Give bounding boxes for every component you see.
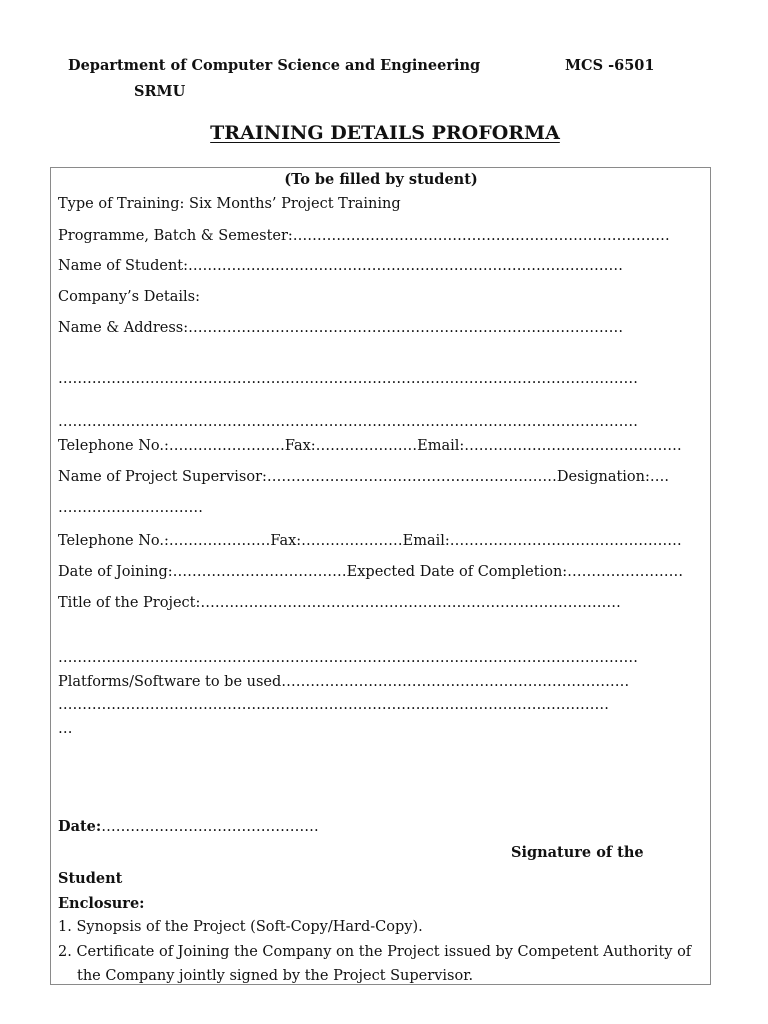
date-field[interactable] (58, 818, 319, 835)
type-of-training-field: Type of Training: Six Months’ Project Training (58, 196, 401, 212)
platforms-line-2[interactable]: …………………………………………………………………………………………………… (58, 697, 609, 713)
form-subtitle: (To be filled by student) (284, 171, 478, 188)
date-label: Date: (58, 818, 102, 835)
supervisor-continuation[interactable]: ………………………… (58, 500, 203, 516)
enclosure-item-2-cont: the Company jointly signed by the Project Supervisor. (77, 968, 474, 984)
project-title-line-2[interactable]: ………………………………………………………………………………………………………… (58, 650, 638, 666)
company-details-heading: Company’s Details: (58, 289, 200, 305)
department-name: Department of Computer Science and Engineering (68, 57, 481, 74)
supervisor-contact-field[interactable]: Telephone No.:…………………Fax:…………………Email:………………………………………… (58, 533, 682, 549)
student-label: Student (58, 870, 123, 887)
address-line-2[interactable]: ………………………………………………………………………………………………………… (58, 371, 638, 387)
course-code: MCS -6501 (565, 57, 655, 74)
platforms-field[interactable]: Platforms/Software to be used……………………………………………………………… (58, 674, 630, 690)
name-address-field[interactable]: Name & Address:……………………………………………………………………………… (58, 320, 624, 336)
page-title: TRAINING DETAILS PROFORMA (210, 122, 560, 144)
enclosure-label: Enclosure: (58, 895, 145, 912)
address-line-3[interactable]: ………………………………………………………………………………………………………… (58, 414, 638, 430)
programme-field[interactable]: Programme, Batch & Semester:…………………………………………………………………… (58, 228, 670, 244)
supervisor-field[interactable]: Name of Project Supervisor:……………………………………………………Designation:…. (58, 469, 669, 485)
company-contact-field[interactable]: Telephone No.:……………………Fax:…………………Email:……………………………………… (58, 438, 682, 454)
enclosure-item-2: 2. Certificate of Joining the Company on the Project issued by Competent Authority of (58, 944, 692, 960)
student-name-field[interactable]: Name of Student:……………………………………………………………………………… (58, 258, 623, 274)
enclosure-item-1: 1. Synopsis of the Project (Soft-Copy/Hard-Copy). (58, 919, 423, 935)
dates-field[interactable]: Date of Joining:………………………………Expected Date of Completion:…………………… (58, 564, 684, 580)
platforms-line-3[interactable]: … (58, 721, 73, 737)
project-title-field[interactable]: Title of the Project:…………………………………………………………………………… (58, 595, 621, 611)
university-name: SRMU (134, 83, 186, 100)
date-dots: ……………………………………… (101, 819, 319, 835)
signature-label: Signature of the (511, 844, 644, 861)
